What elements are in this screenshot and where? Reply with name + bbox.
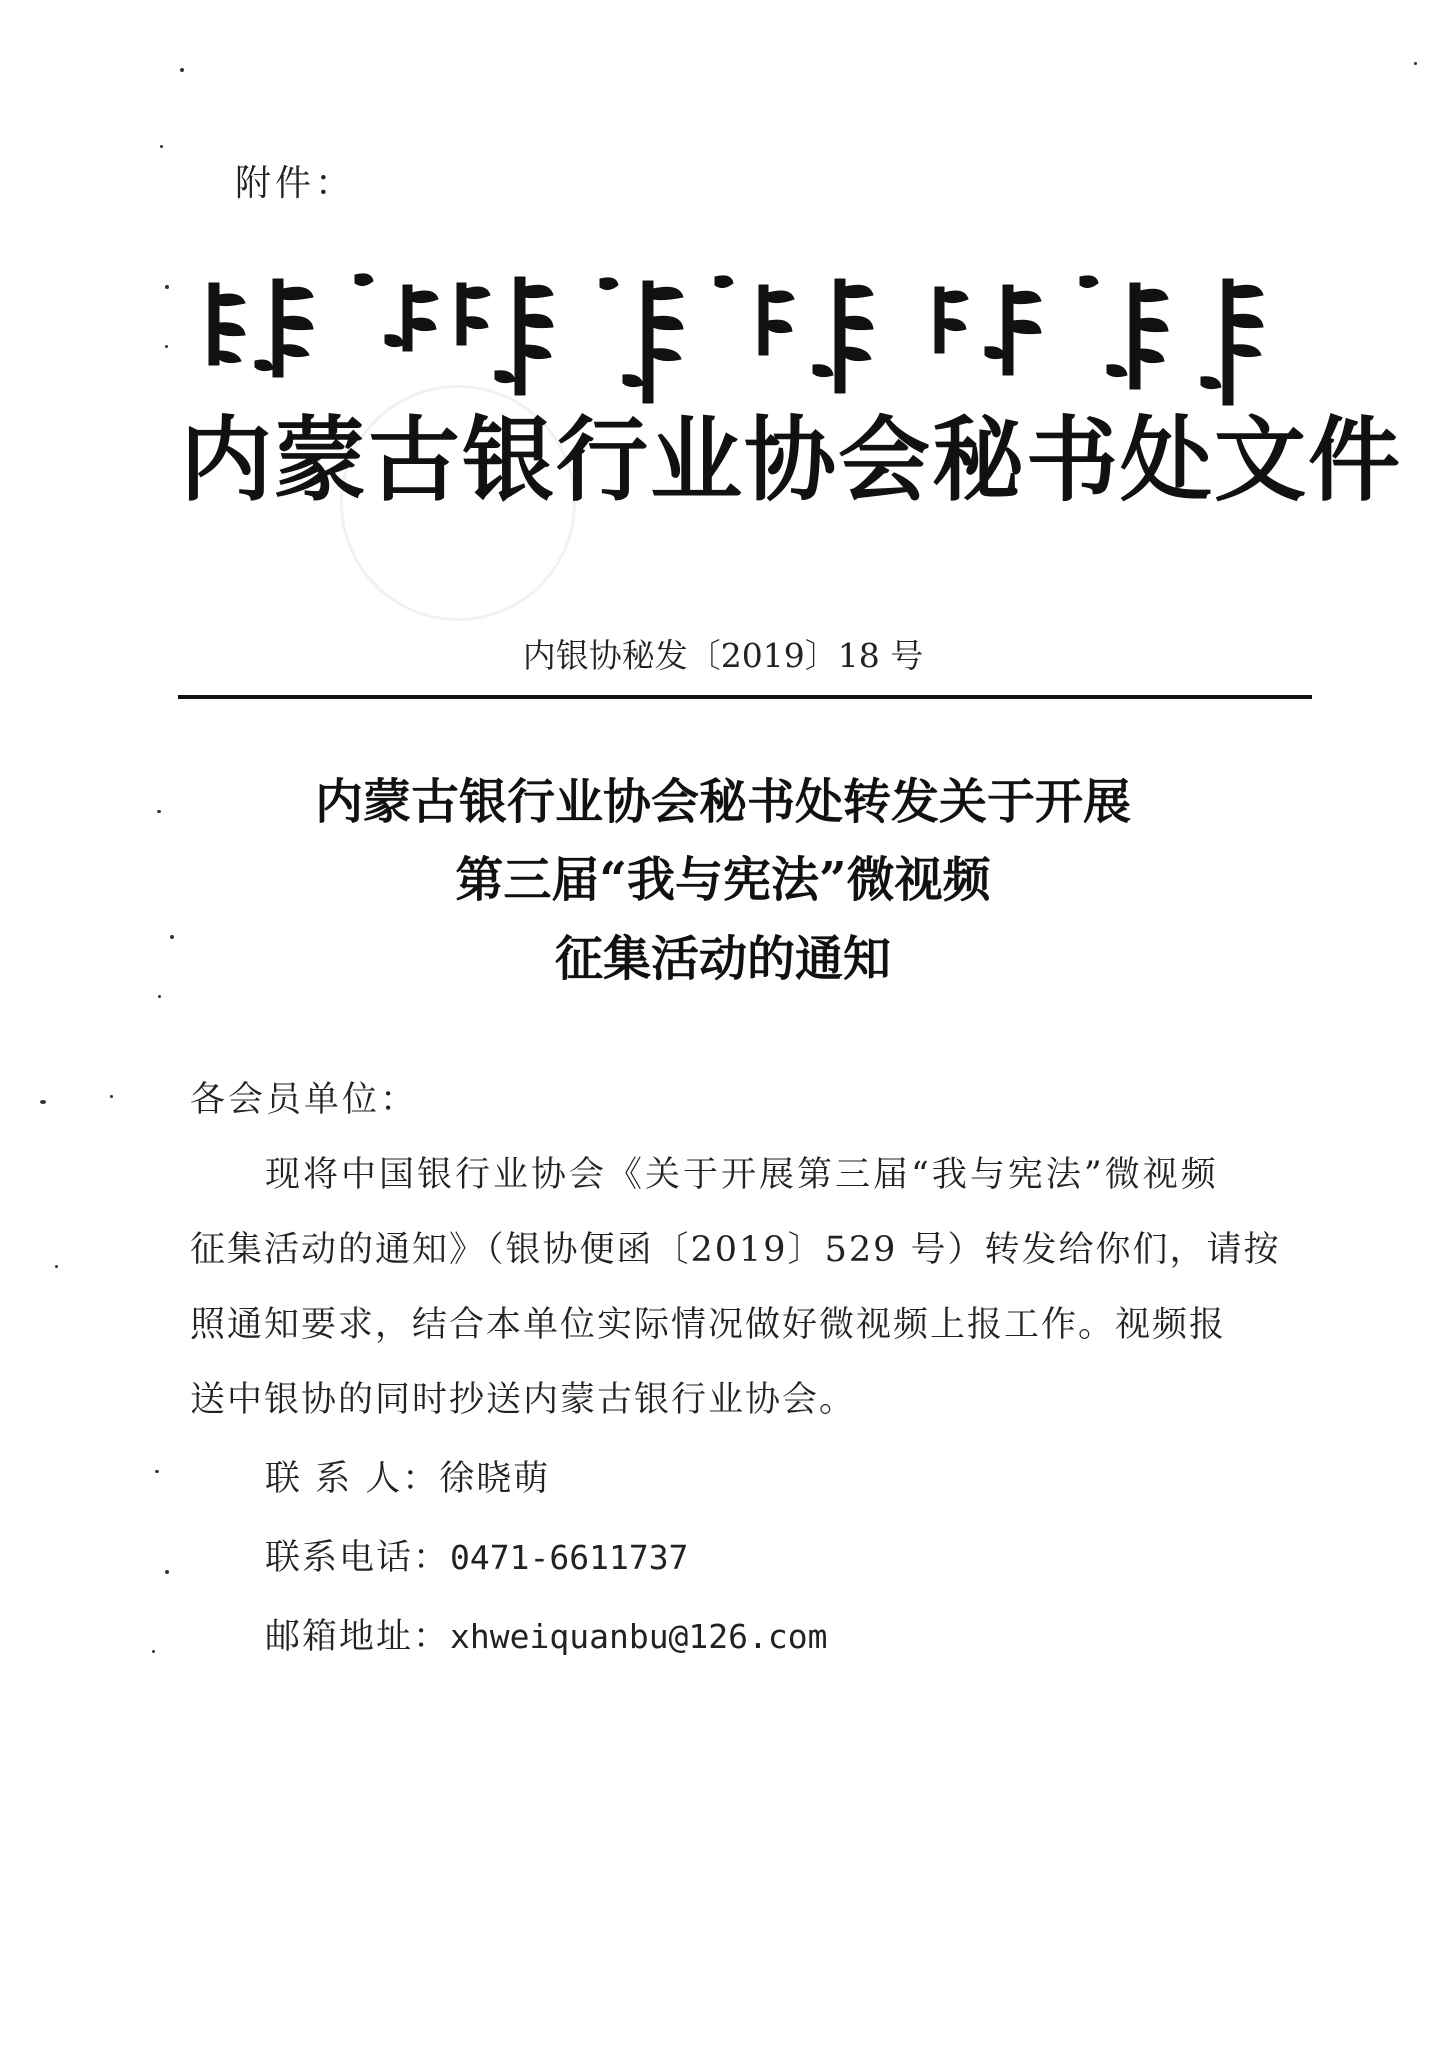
scan-speck xyxy=(55,1265,58,1268)
contact-phone xyxy=(265,1538,689,1578)
salutation: 各会员单位： xyxy=(190,1080,419,1120)
scan-speck xyxy=(152,1650,155,1653)
scan-speck xyxy=(110,1095,113,1098)
document-number: 内银协秘发〔2019〕18 号 xyxy=(522,636,924,675)
scan-speck xyxy=(1414,62,1417,65)
notice-title-line-1: 内蒙古银行业协会秘书处转发关于开展 xyxy=(314,774,1131,830)
notice-title-line-3: 征集活动的通知 xyxy=(554,931,891,987)
scan-speck xyxy=(40,1100,46,1104)
body-text-line-4: 送中银协的同时抄送内蒙古银行业协会。 xyxy=(190,1380,857,1420)
scan-speck xyxy=(165,345,168,348)
scan-speck xyxy=(170,935,174,939)
scan-speck xyxy=(158,995,161,998)
mongolian-script-header xyxy=(195,265,1295,410)
organization-header: 内蒙古银行业协会秘书处文件 xyxy=(180,407,1403,514)
scan-speck xyxy=(160,145,163,148)
header-divider xyxy=(178,695,1312,699)
attachment-label: 附件： xyxy=(235,163,356,204)
scan-speck xyxy=(165,1570,169,1574)
contact-email-value[interactable]: xhweiquanbu@126.com xyxy=(450,1617,828,1656)
scan-speck xyxy=(157,810,161,813)
body-text-line-2: 征集活动的通知》（银协便函〔2019〕529 号）转发给你们，请按 xyxy=(190,1230,1281,1270)
body-text-line-1: 现将中国银行业协会《关于开展第三届“我与宪法”微视频 xyxy=(265,1155,1219,1195)
scan-speck xyxy=(165,285,169,289)
contact-phone-value: 0471-6611737 xyxy=(450,1538,689,1577)
contact-phone-label: 联系电话： xyxy=(265,1538,451,1578)
scan-speck xyxy=(180,68,184,72)
notice-title-line-2: 第三届“我与宪法”微视频 xyxy=(455,852,991,908)
contact-person xyxy=(265,1459,551,1499)
scan-speck xyxy=(155,1470,159,1473)
body-text-line-3: 照通知要求，结合本单位实际情况做好微视频上报工作。视频报 xyxy=(190,1305,1227,1345)
contact-email-label: 邮箱地址： xyxy=(265,1617,451,1657)
contact-person-label: 联 系 人： xyxy=(265,1459,440,1499)
contact-email xyxy=(265,1617,828,1657)
contact-person-value: 徐晓萌 xyxy=(439,1459,551,1499)
